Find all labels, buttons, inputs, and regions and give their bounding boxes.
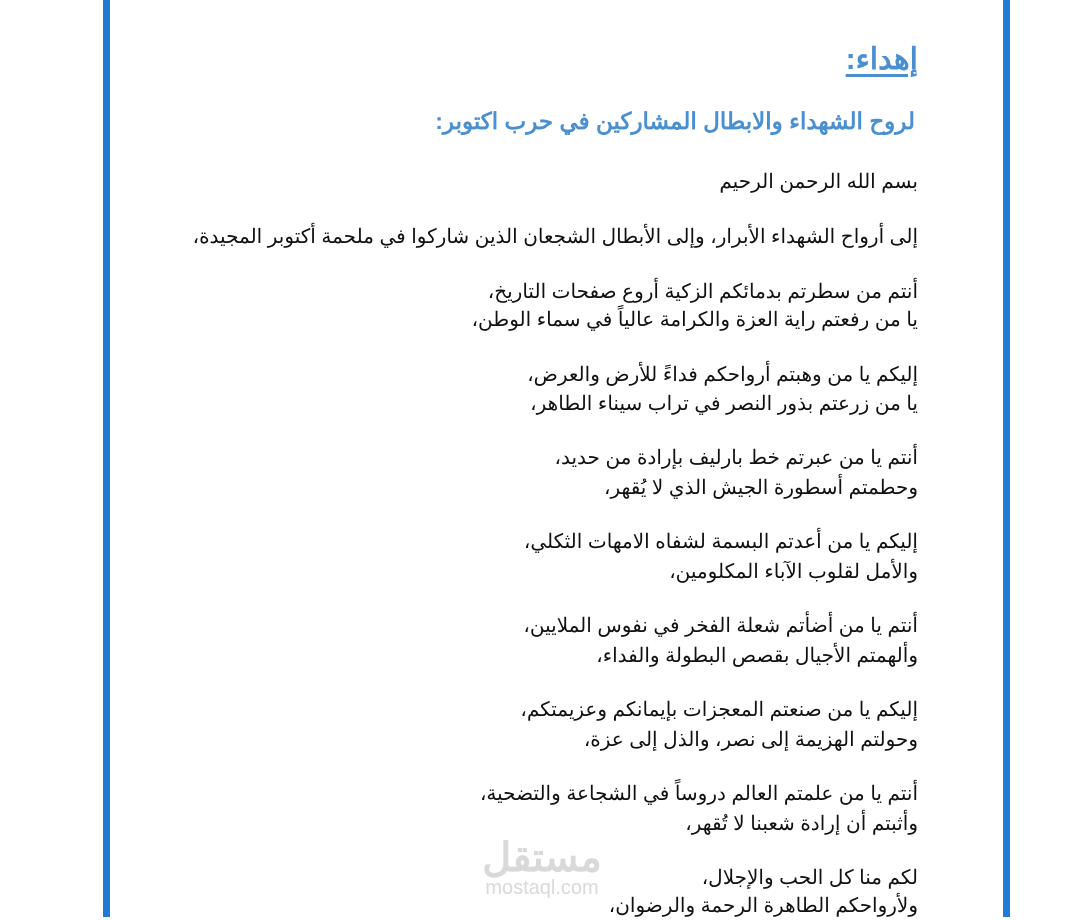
stanza-8-line-1: لكم منا كل الحب والإجلال، <box>701 867 918 889</box>
stanza-3-line-1: أنتم يا من عبرتم خط بارليف بإرادة من حديد، <box>554 447 918 469</box>
stanza-8-line-2: ولأرواحكم الطاهرة الرحمة والرضوان، <box>608 895 918 917</box>
watermark-arabic: مستقل <box>482 836 602 880</box>
intro-line: إلى أرواح الشهداء الأبرار، وإلى الأبطال الشجعان الذين شاركوا في ملحمة أكتوبر المجيدة، <box>192 226 918 248</box>
stanza-4-line-1: إليكم يا من أعدتم البسمة لشفاه الامهات الثكلي، <box>523 531 918 553</box>
stanza-5-line-1: أنتم يا من أضأتم شعلة الفخر في نفوس الملايين، <box>523 615 918 637</box>
stanza-1-line-2: يا من رفعتم راية العزة والكرامة عالياً في سماء الوطن، <box>471 309 918 331</box>
mostaql-watermark <box>472 838 612 898</box>
bismillah-line: بسم الله الرحمن الرحيم <box>719 171 918 193</box>
stanza-4-line-2: والأمل لقلوب الآباء المكلومين، <box>669 561 918 583</box>
stanza-2-line-2: يا من زرعتم بذور النصر في تراب سيناء الطاهر، <box>530 393 918 415</box>
page-title: إهداء: <box>845 43 918 76</box>
stanza-2-line-1: إليكم يا من وهبتم أرواحكم فداءً للأرض والعرض، <box>527 364 918 386</box>
stanza-6-line-1: إليكم يا من صنعتم المعجزات بإيمانكم وعزيمتكم، <box>520 699 918 721</box>
stanza-5-line-2: وألهمتم الأجيال بقصص البطولة والفداء، <box>596 645 918 667</box>
stanza-6-line-2: وحولتم الهزيمة إلى نصر، والذل إلى عزة، <box>583 729 918 751</box>
stanza-1-line-1: أنتم من سطرتم بدمائكم الزكية أروع صفحات التاريخ، <box>487 281 918 303</box>
watermark-latin: mostaql.com <box>485 877 599 899</box>
stanza-3-line-2: وحطمتم أسطورة الجيش الذي لا يُقهر، <box>603 477 918 499</box>
page-border-right <box>1003 0 1010 917</box>
stanza-7-line-1: أنتم يا من علمتم العالم دروساً في الشجاعة والتضحية، <box>479 783 918 805</box>
dedication-subtitle: لروح الشهداء والابطال المشاركين في حرب اكتوبر: <box>435 108 915 134</box>
stanza-7-line-2: وأثبتم أن إرادة شعبنا لا تُقهر، <box>685 813 918 835</box>
page-border-left <box>103 0 110 917</box>
